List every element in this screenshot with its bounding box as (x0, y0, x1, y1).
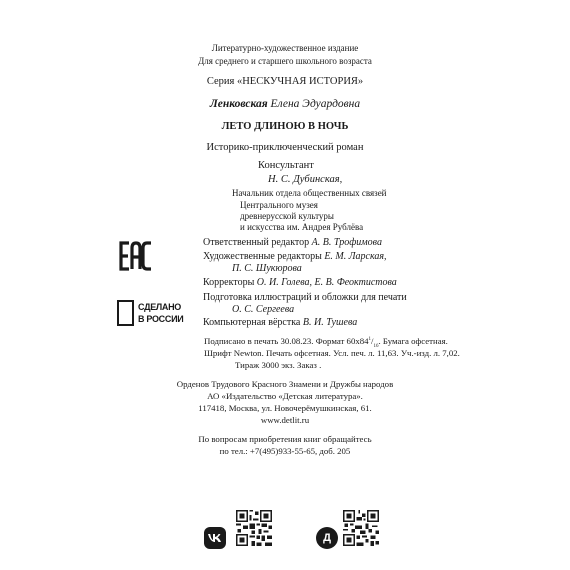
eac-mark-icon (119, 241, 153, 271)
print-info-1: Подписано в печать 30.08.23. Формат $60x84^1/_{16}$. Бумага офсетная. (204, 336, 448, 349)
consultant-name: Н. С. Дубинская, (268, 174, 343, 185)
publisher-3: 117418, Москва, ул. Новочерёмушкинская, 61. (198, 403, 372, 413)
audience: Для среднего и старшего школьного возраста (198, 56, 372, 66)
consultant-position-3: древнерусской культуры (240, 211, 334, 221)
series: Серия «НЕСКУЧНАЯ ИСТОРИЯ» (206, 76, 364, 87)
art-editors-2: П. С. Шукюрова (232, 263, 302, 274)
illustrations-name: О. С. Сергеева (232, 304, 295, 315)
chief-editor: Ответственный редактор А. В. Трофимова (203, 237, 382, 248)
purchase-phone[interactable]: по тел.: +7(495)933-55-65, доб. 205 (219, 446, 351, 456)
publisher-logo-icon[interactable]: Д (316, 527, 338, 549)
book-title: ЛЕТО ДЛИНОЮ В НОЧЬ (221, 121, 349, 132)
consultant-position-4: и искусства им. Андрея Рублёва (240, 222, 364, 232)
illustrations-prep: Подготовка иллюстраций и обложки для печати (203, 292, 407, 303)
vk-icon[interactable] (204, 527, 226, 549)
consultant-position-2: Центрального музея (240, 200, 318, 210)
author-given: Елена Эдуардовна (270, 98, 361, 110)
art-editors: Художественные редакторы Е. М. Ларская, (203, 251, 387, 262)
layout-credit: Компьютерная вёрстка В. И. Тушева (203, 317, 358, 328)
author (0, 98, 570, 110)
consultant-label: Консультант (258, 160, 314, 171)
purchase-1: По вопросам приобретения книг обращайтесь (198, 434, 372, 444)
print-info-3: Тираж 3000 экз. Заказ . (235, 360, 322, 370)
book-genre: Историко-приключенческий роман (206, 142, 364, 153)
publisher-2: АО «Издательство «Детская литература». (207, 391, 363, 401)
made-in-russia-box-icon (117, 300, 134, 326)
publisher-qr-code-icon (343, 510, 379, 546)
publisher-1: Орденов Трудового Красного Знамени и Дружбы народов (176, 379, 394, 389)
vk-qr-code-icon (236, 510, 272, 546)
made-in-russia-mark: СДЕЛАНО В РОССИИ (117, 300, 189, 330)
proofreaders: Корректоры О. И. Голева, Е. В. Феоктистова (203, 277, 397, 288)
edition-type: Литературно-художественное издание (211, 43, 359, 53)
print-info-2: Шрифт Newton. Печать офсетная. Усл. печ. л. 11,63. Уч.-изд. л. 7,02. (204, 348, 460, 358)
consultant-position-1: Начальник отдела общественных связей (232, 188, 387, 198)
author-surname: Ленковская (209, 98, 268, 110)
publisher-website[interactable]: www.detlit.ru (260, 415, 310, 425)
